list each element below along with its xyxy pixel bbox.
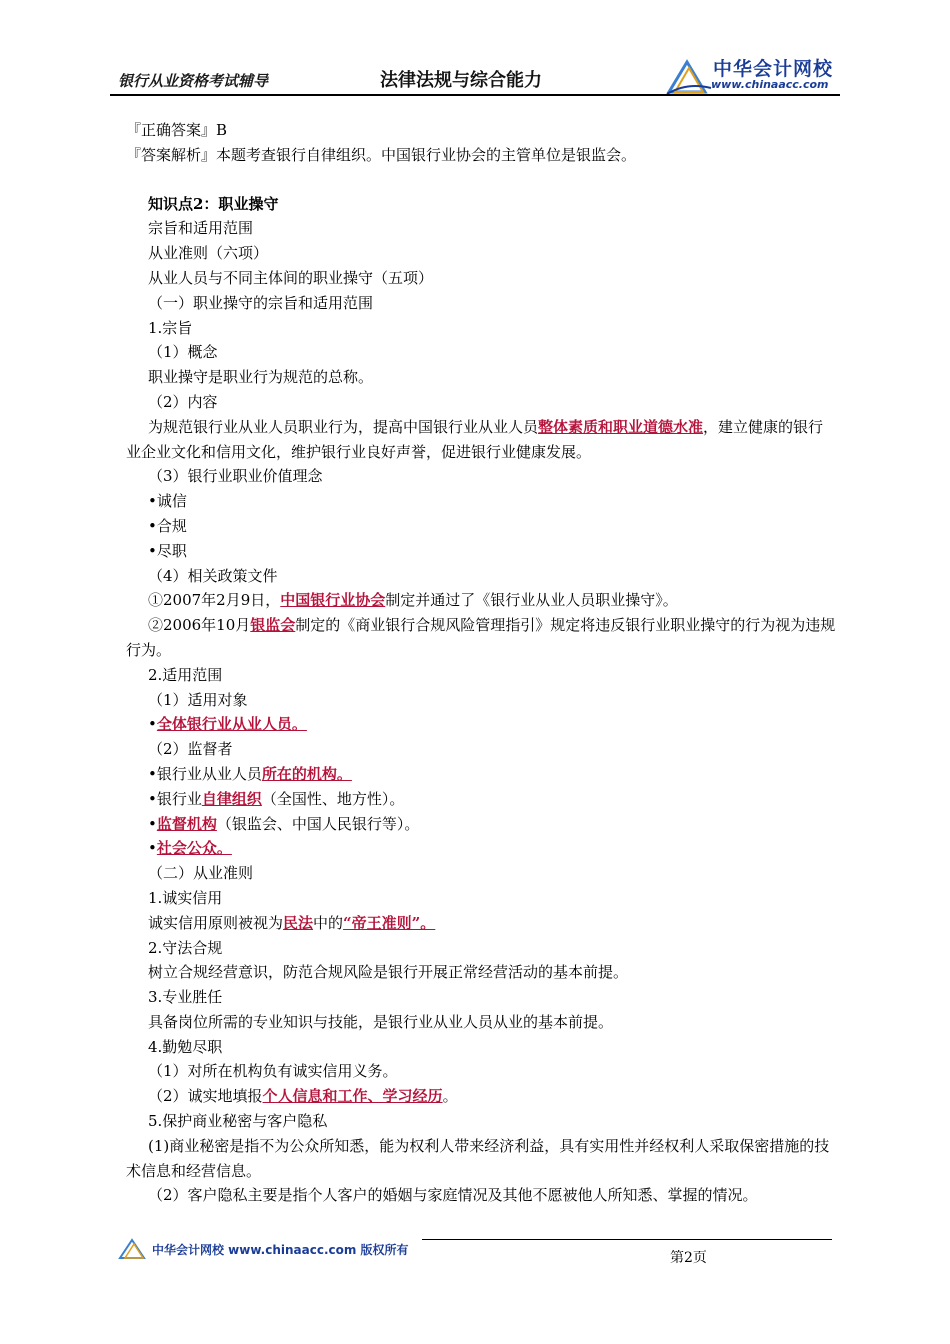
subsection-heading: 5.保护商业秘密与客户隐私 (148, 1112, 328, 1131)
section-heading: （一）职业操守的宗旨和适用范围 (148, 293, 374, 312)
highlight-term: 自律组织 (201, 789, 262, 808)
highlight-term: 银监会 (250, 616, 296, 635)
bullet-item: •银行业自律组织（全国性、地方性）。 (148, 789, 405, 808)
paragraph: ②2006年10月银监会制定的《商业银行合规风险管理指引》规定将违反银行业职业操守的行为视为违规行为。 (126, 616, 836, 659)
bullet-item: •社会公众。 (148, 839, 232, 858)
bullet-item: •诚信 (148, 492, 187, 511)
footer-copyright: 中华会计网校 www.chinaacc.com 版权所有 (152, 1243, 409, 1257)
answer-analysis: 『答案解析』本题考查银行自律组织。中国银行业协会的主管单位是银监会。 (126, 145, 637, 164)
item-heading: （1）对所在机构负有诚实信用义务。 (148, 1062, 398, 1081)
paragraph: 诚实信用原则被视为民法中的“帝王准则”。 (148, 913, 436, 932)
document-body (126, 118, 838, 1208)
header-course-title: 银行从业资格考试辅导 (118, 72, 269, 90)
chinaacc-logo (665, 52, 845, 96)
logo-mark-icon (665, 52, 713, 96)
page-header (110, 52, 840, 96)
paragraph: 职业操守是职业行为规范的总称。 (148, 368, 374, 387)
highlight-term: 中国银行业协会 (280, 591, 386, 610)
logo-name: 中华会计网校 (713, 58, 834, 80)
subsection-heading: 1.宗旨 (148, 318, 193, 337)
paragraph: （2）客户隐私主要是指个人客户的婚姻与家庭情况及其他不愿被他人所知悉、掌握的情况。 (148, 1186, 758, 1205)
bullet-item: •尽职 (148, 541, 187, 560)
item-heading: （1）概念 (148, 343, 218, 362)
knowledge-point-title: 知识点2：职业操守 (148, 194, 279, 213)
page-number: 第2页 (670, 1250, 707, 1266)
item-heading: （2）监督者 (148, 740, 233, 759)
header-rule (110, 94, 840, 96)
paragraph: 树立合规经营意识，防范合规风险是银行开展正常经营活动的基本前提。 (148, 963, 629, 982)
subsection-heading: 4.勤勉尽职 (148, 1037, 223, 1056)
highlight-term: 个人信息和工作、学习经历 (262, 1087, 443, 1106)
subsection-heading: 1.诚实信用 (148, 888, 223, 907)
header-subject-title: 法律法规与综合能力 (380, 70, 542, 91)
correct-answer: 『正确答案』B (126, 121, 228, 139)
highlight-term: 民法 (283, 913, 314, 932)
outline-item: 从业准则（六项） (148, 244, 269, 263)
highlight-term: 所在的机构。 (261, 764, 352, 783)
outline-item: 从业人员与不同主体间的职业操守（五项） (148, 268, 434, 287)
page-footer (110, 1234, 840, 1274)
item-heading: （2）内容 (148, 392, 218, 411)
item-heading: （2）诚实地填报个人信息和工作、学习经历。 (148, 1087, 458, 1106)
subsection-heading: 3.专业胜任 (148, 988, 223, 1007)
paragraph: 具备岗位所需的专业知识与技能，是银行业从业人员从业的基本前提。 (148, 1012, 614, 1031)
highlight-term: 社会公众。 (156, 839, 232, 858)
highlight-term: 监督机构 (156, 814, 217, 833)
footer-logo-icon (118, 1236, 154, 1260)
bullet-item: •监督机构（银监会、中国人民银行等）。 (148, 814, 420, 833)
spacer (126, 168, 838, 192)
bullet-item: •合规 (148, 516, 187, 535)
item-heading: （4）相关政策文件 (148, 566, 278, 585)
highlight-term: 整体素质和职业道德水准 (538, 417, 704, 436)
subsection-heading: 2.守法合规 (148, 938, 223, 957)
outline-item: 宗旨和适用范围 (148, 219, 254, 238)
paragraph: (1)商业秘密是指不为公众所知悉，能为权利人带来经济利益，具有实用性并经权利人采取保密措施的技术信息和经营信息。 (126, 1136, 830, 1180)
section-heading: （二）从业准则 (148, 864, 254, 883)
footer-rule (422, 1239, 832, 1240)
highlight-term: 全体银行业从业人员。 (156, 715, 307, 734)
paragraph: ①2007年2月9日，中国银行业协会制定并通过了《银行业从业人员职业操守》。 (148, 591, 678, 610)
item-heading: （3）银行业职业价值理念 (148, 467, 323, 486)
highlight-term: “帝王准则”。 (343, 913, 436, 932)
subsection-heading: 2.适用范围 (148, 665, 223, 684)
paragraph: 为规范银行业从业人员职业行为，提高中国银行业从业人员整体素质和职业道德水准，建立健康的银行业企业文化和信用文化，维护银行业良好声誉，促进银行业健康发展。 (126, 417, 824, 461)
bullet-item: •银行业从业人员所在的机构。 (148, 764, 352, 783)
item-heading: （1）适用对象 (148, 690, 248, 709)
bullet-item: •全体银行业从业人员。 (148, 715, 307, 734)
logo-url: www.chinaacc.com (711, 78, 829, 91)
